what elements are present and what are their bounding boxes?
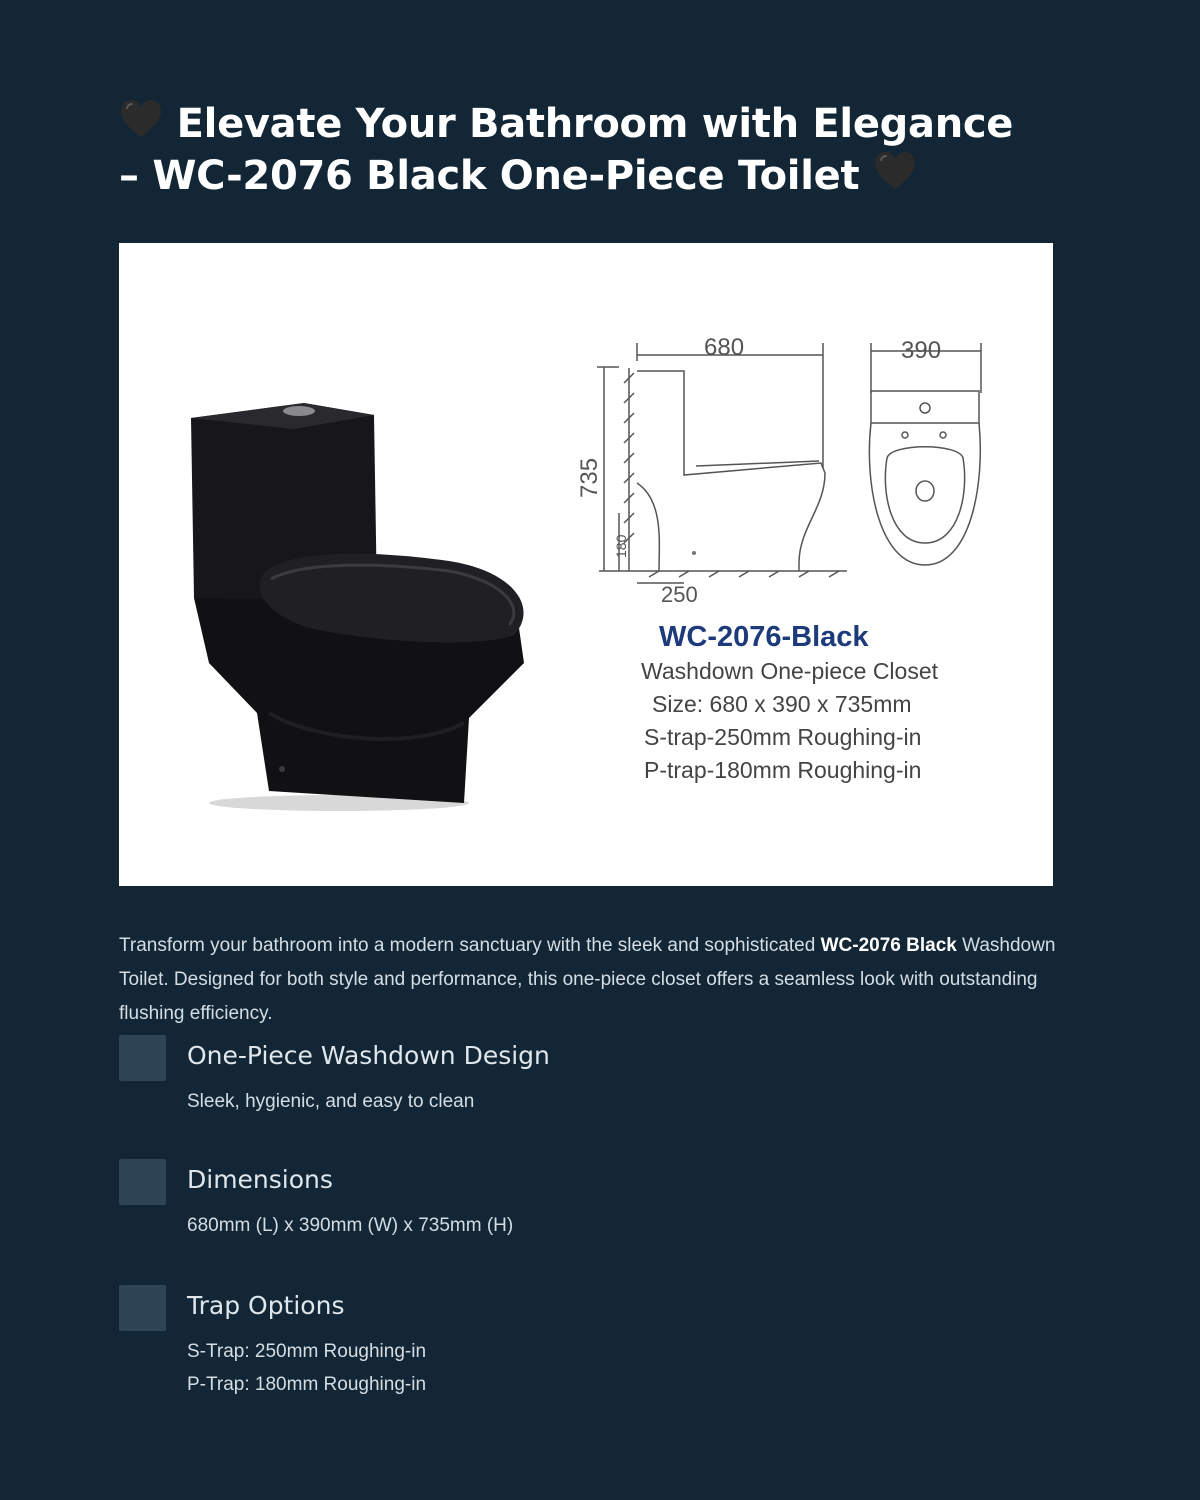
feature-description xyxy=(187,1209,513,1242)
feature-line: S-Trap: 250mm Roughing-in xyxy=(187,1341,427,1362)
spec-line: P-trap-180mm Roughing-in xyxy=(644,757,922,783)
feature-line: Sleek, hygienic, and easy to clean xyxy=(187,1091,475,1112)
dim-height-label: 735 xyxy=(576,457,603,498)
spec-line: Washdown One-piece Closet xyxy=(641,658,939,684)
feature-heading: Trap Options xyxy=(187,1291,345,1320)
feature-icon-box xyxy=(119,1285,166,1331)
product-image xyxy=(119,243,1053,886)
feature-line: 680mm (L) x 390mm (W) x 735mm (H) xyxy=(187,1215,514,1236)
intro-model-name: WC-2076 Black xyxy=(820,935,957,956)
dim-ptrap-label: 180 xyxy=(613,534,629,558)
dim-strap-label: 250 xyxy=(661,582,698,607)
feature-description xyxy=(187,1085,474,1118)
page-content xyxy=(119,98,1079,1395)
dim-length-label: 680 xyxy=(704,334,745,361)
black-heart-icon xyxy=(119,99,163,139)
feature-icon-box xyxy=(119,1035,166,1081)
page-title xyxy=(119,98,1079,202)
title-line-2: – WC-2076 Black One-Piece Toilet xyxy=(119,153,860,199)
dim-width-label: 390 xyxy=(901,337,942,364)
intro-paragraph xyxy=(119,929,1079,1031)
feature-heading: One-Piece Washdown Design xyxy=(187,1041,550,1070)
intro-text-after: Washdown Toilet. Designed for both style and performance, this one-piece closet offers a seamless look with outstanding flushing efficiency. xyxy=(119,935,1056,1024)
spec-line: Size: 680 x 390 x 735mm xyxy=(652,691,912,717)
model-label: WC-2076-Black xyxy=(659,621,869,653)
feature-icon-box xyxy=(119,1159,166,1205)
spec-line: S-trap-250mm Roughing-in xyxy=(644,724,922,750)
feature-heading: Dimensions xyxy=(187,1165,333,1194)
feature-description xyxy=(187,1335,426,1401)
black-heart-icon xyxy=(873,151,917,191)
feature-line: P-Trap: 180mm Roughing-in xyxy=(187,1374,427,1395)
title-line-1: Elevate Your Bathroom with Elegance xyxy=(176,101,1014,147)
intro-text-before: Transform your bathroom into a modern sanctuary with the sleek and sophisticated xyxy=(119,935,821,956)
product-illustration xyxy=(119,243,1053,886)
